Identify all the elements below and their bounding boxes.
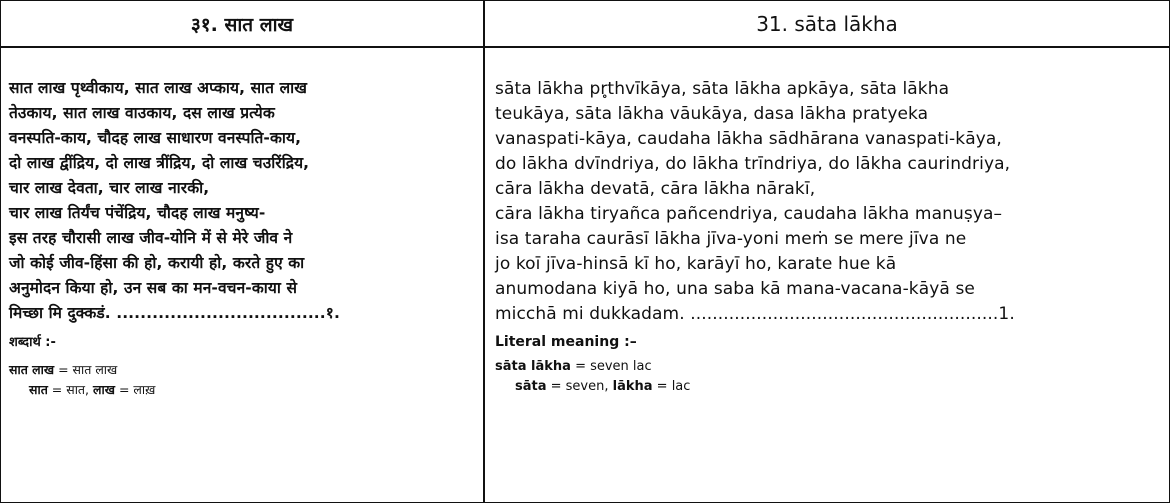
gloss-row — [9, 380, 477, 400]
hindi-gloss — [9, 360, 477, 400]
transliteration-line: isa taraha caurāsī lākha jīva-yoni meṁ se mere jīva ne — [495, 229, 967, 249]
gloss-term: sāta — [515, 379, 547, 394]
gloss-meaning: = seven, — [546, 379, 613, 394]
english-gloss — [495, 357, 1163, 397]
gloss-meaning: = seven lac — [570, 359, 652, 374]
gloss-term: lākha — [612, 379, 653, 394]
hindi-title: ३१. सात लाख — [1, 1, 483, 48]
hindi-line: चार लाख देवता, चार लाख नारकी, — [9, 179, 210, 197]
transliteration-body — [485, 48, 1169, 397]
gloss-term: sāta lākha — [495, 359, 571, 374]
gloss-meaning: = लाख़ — [114, 382, 156, 397]
gloss-meaning: = lac — [652, 379, 691, 394]
transliteration-column — [485, 1, 1169, 502]
hindi-line: मिच्छा मि दुक्कडं. ...................................१. — [9, 304, 340, 322]
gloss-meaning: = सात लाख — [54, 362, 118, 377]
hindi-line: सात लाख पृथ्वीकाय, सात लाख अप्काय, सात लाख — [9, 79, 307, 97]
hindi-line: जो कोई जीव-हिंसा की हो, करायी हो, करते हुए का — [9, 254, 305, 272]
hindi-line: अनुमोदन किया हो, उन सब का मन-वचन-काया से — [9, 279, 298, 297]
hindi-line: वनस्पति-काय, चौदह लाख साधारण वनस्पति-काय, — [9, 129, 302, 147]
hindi-body — [1, 48, 483, 400]
transliteration-line: cāra lākha tiryañca pañcendriya, caudaha lākha manuṣya– — [495, 204, 1003, 224]
transliteration-line: micchā mi dukkadam. ........................................................1. — [495, 304, 1015, 324]
gloss-term: सात लाख — [9, 362, 55, 377]
transliteration-line: anumodana kiyā ho, una saba kā mana-vacana-kāyā se — [495, 279, 975, 299]
transliteration-line: sāta lākha pr̥thvīkāya, sāta lākha apkāya, sāta lākha — [495, 79, 950, 99]
gloss-term: सात — [29, 382, 48, 397]
transliteration-line: teukāya, sāta lākha vāukāya, dasa lākha pratyeka — [495, 104, 929, 124]
transliteration-line: vanaspati-kāya, caudaha lākha sādhārana vanaspati-kāya, — [495, 129, 1002, 149]
hindi-line: इस तरह चौरासी लाख जीव-योनि में से मेरे जीव ने — [9, 229, 293, 247]
gloss-row — [495, 357, 1163, 377]
hindi-line: चार लाख तिर्यंच पंचेंद्रिय, चौदह लाख मनुष्य- — [9, 204, 266, 222]
transliteration-line: cāra lākha devatā, cāra lākha nārakī, — [495, 179, 816, 199]
hindi-literal-heading: शब्दार्थ :- — [9, 335, 56, 350]
hindi-column — [1, 1, 485, 502]
gloss-row — [9, 360, 477, 380]
transliteration-line: do lākha dvīndriya, do lākha trīndriya, do lākha caurindriya, — [495, 154, 1011, 174]
hindi-line: दो लाख द्वींद्रिय, दो लाख त्रींद्रिय, दो लाख चउरिंद्रिय, — [9, 154, 310, 172]
literal-meaning-heading: Literal meaning :– — [495, 334, 637, 350]
gloss-term: लाख — [93, 382, 115, 397]
transliteration-line: jo koī jīva-hinsā kī ho, karāyī ho, karate hue kā — [495, 254, 897, 274]
gloss-meaning: = सात, — [47, 382, 94, 397]
gloss-row — [495, 377, 1163, 397]
hindi-line: तेउकाय, सात लाख वाउकाय, दस लाख प्रत्येक — [9, 104, 275, 122]
transliteration-title: 31. sāta lākha — [485, 1, 1169, 48]
